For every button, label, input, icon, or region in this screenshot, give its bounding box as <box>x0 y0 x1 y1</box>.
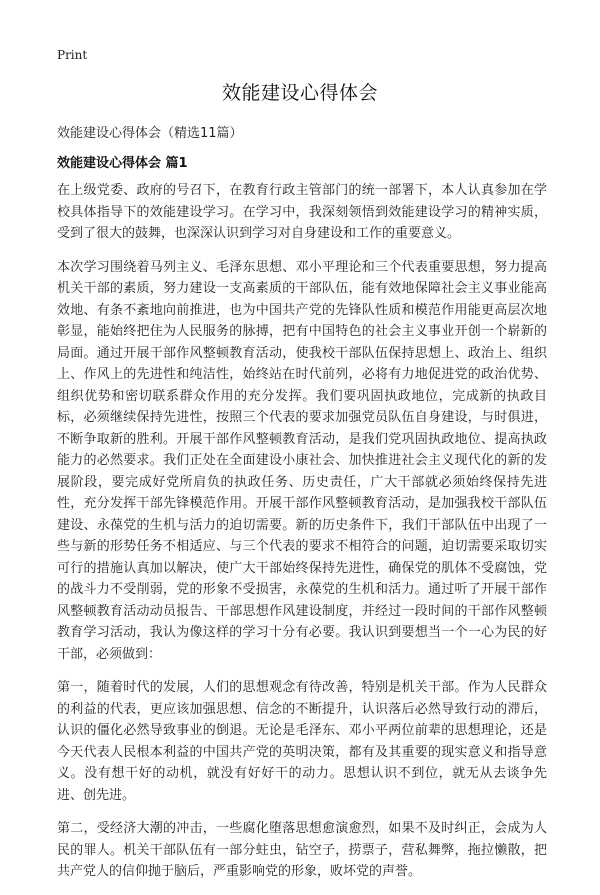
paragraph-2: 本次学习围绕着马列主义、毛泽东思想、邓小平理论和三个代表重要思想，努力提高机关干部的素质，努力建设一支高素质的干部队伍，能有效地保障社会主义事业能高效地、有条不紊地向前推进，也为中国共产党的先锋队性质和模范作用能更高层次地彰显，能始终把住为人民服务的脉搏，把有中国特色的社会主义事业开创一个崭新的局面。通过开展干部作风整顿教育活动，使我校干部队伍保持思想上、政治上、组织上、作风上的先进性和纯洁性，始终站在时代前列，必将有力地促进党的政治优势、组织优势和密切联系群众作用的充分发挥。我们要巩固执政地位，完成新的执政目标，必须继续保持先进性，按照三个代表的要求加强党员队伍自身建设，与时俱进，不断争取新的胜利。开展干部作风整顿教育活动，是我们党巩固执政地位、提高执政能力的必然要求。我们正处在全面建设小康社会、加快推进社会主义现代化的新的发展阶段，要完成好党所肩负的执政任务、历史责任，广大干部就必须始终保持先进性，充分发挥干部先锋模范作用。开展干部作风整顿教育活动，是加强我校干部队伍建设、永葆党的生机与活力的迫切需要。新的历史条件下，我们干部队伍中出现了一些与新的形势任务不相适应、与三个代表的要求不相符合的问题，迫切需要采取切实可行的措施认真加以解决，使广大干部始终保持先进性，确保党的肌体不受腐蚀，党的战斗力不受削弱，党的形象不受损害，永葆党的生机和活力。通过听了开展干部作风整顿教育活动动员报告、干部思想作风建设制度，并经过一段时间的干部作风整顿教育学习活动，我认为像这样的学习十分有必要。我认识到要想当一个一心为民的好干部，必须做到： <box>57 259 547 662</box>
document-subtitle: 效能建设心得体会（精选11篇） <box>57 126 243 141</box>
paragraph-3: 第一，随着时代的发展，人们的思想观念有待改善，特别是机关干部。作为人民群众的利益的代表，更应该加强思想、信念的不断提升，认识落后必然导致行动的滞后，认识的僵化必然导致事业的倒退。无论是毛泽东、邓小平两位前辈的思想理论，还是今天代表人民根本利益的中国共产党的英明决策，都有及其重要的现实意义和指导意义。没有想干好的动机，就没有好好干的动力。思想认识不到位，就无从去谈争先进、创先进。 <box>57 680 547 803</box>
paragraph-4: 第二，受经济大潮的冲击，一些腐化堕落思想愈演愈烈，如果不及时纠正，会成为人民的罪人。机关干部队伍有一部分蛀虫，钻空子，捞票子，营私舞弊，拖拉懒散，把共产党人的信仰抛于脑后，严重影响党的形象，败坏党的声誉。 <box>57 821 547 879</box>
print-link[interactable]: Print <box>57 48 88 62</box>
article-body <box>57 180 547 895</box>
page-title: 效能建设心得体会 <box>221 82 378 104</box>
paragraph-1: 在上级党委、政府的号召下，在教育行政主管部门的统一部署下，本人认真参加在学校具体指导下的效能建设学习。在学习中，我深刻领悟到效能建设学习的精神实质，受到了很大的鼓舞，也深深认识到学习对自身建设和工作的重要意义。 <box>57 183 547 241</box>
section-heading: 效能建设心得体会 篇1 <box>57 156 188 171</box>
